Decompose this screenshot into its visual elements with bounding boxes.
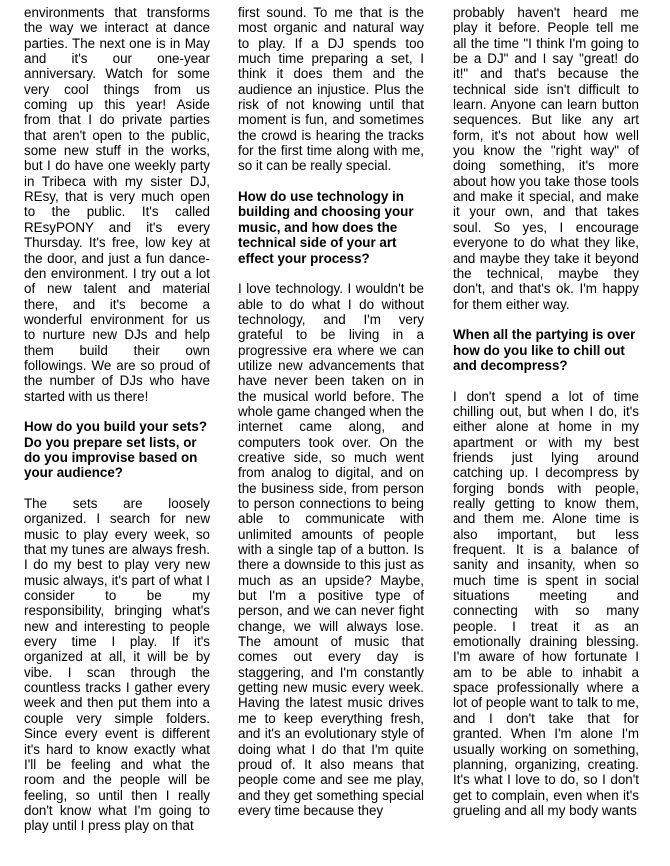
body-paragraph: The sets are loosely organized. I search for new music to play every week, so that my tunes are always fresh. I do my best to play very new music always, it's part of what I consider to be my responsibility, bringing what's new and interesting to people every time I play. If it's organized at all, it will be by vibe. I scan through the countless tracks I gather every week and then put them into a couple very simple folders. Since every event is different it's hard to know exactly what I'll be feeling and what the room and the people will be feeling, so until then I really don't know what I'm going to play until I press play on that [24,496,210,834]
body-paragraph: probably haven't heard me play it before. People tell me all the time "I think I'm going to be a DJ" and I say "great! do it!" and that's because the technical side isn't difficult to learn. Anyone can learn button sequences. But like any art form, it's not about how well you know the "right way" of doing something, it's more about how you take those tools and make it special, and make it your own, and that takes soul. So yes, I encourage everyone to do what they like, and maybe they take it beyond the technical, maybe they don't, and that's ok. I'm happy for them either way. [453,5,639,312]
body-paragraph: first sound. To me that is the most organic and natural way to play. If a DJ spends too much time preparing a set, I think it does them and the audience an injustice. Plus the risk of not knowing until that moment is fun, and sometimes the crowd is hearing the tracks for the first time along with me, so it can be really special. [238,5,424,174]
body-paragraph: environments that transforms the way we interact at dance parties. The next one is in May and it's our one-year anniversary. Watch for some very cool things from us coming up this year! Aside from that I do private parties that aren't open to the public, some new stuff in the works, but I do have one weekly party in Tribeca with my sister DJ, REsy, that is very much open to the public. It's called REsyPONY and it's every Thursday. It's free, low key at the door, and just a fun dance-den environment. I try out a lot of new talent and material there, and it's become a wonderful environment for us to nurture new DJs and help them build their own followings. We are so proud of the number of DJs who have started with us there! [24,5,210,404]
body-paragraph: I don't spend a lot of time chilling out, but when I do, it's either alone at home in my apartment or with my best friends just lying around catching up. I decompress by forging bonds with people, really getting to know them, and them me. Alone time is also important, but less frequent. It is a balance of sanity and insanity, when so much time is spent in social situations meeting and connecting with so many people. I treat it as an emotionally draining blessing. I'm aware of how fortunate I am to be able to inhabit a space professionally where a lot of people want to talk to me, and I don't take that for granted. When I'm alone I'm usually working on something, planning, organizing, creating. It's what I love to do, so I don't get to complain, even when it's grueling and all my body wants [453,388,639,818]
text-column-2 [238,5,424,818]
body-paragraph: I love technology. I wouldn't be able to do what I do without technology, and I'm very grateful to be living in a progressive era where we can utilize new advancements that have never been taken on in the musical world before. The whole game changed when the internet came along, and computers took over. On the creative side, so much went from analog to digital, and on the business side, from person to person connections to being able to communicate with unlimited amounts of people with a single tap of a button. Is there a downside to this just as much as an upside? Maybe, but I'm a positive type of person, and we can never fight change, we will always lose. The amount of music that comes out every day is staggering, and I'm constantly getting new music every week. Having the latest music drives me to keep everything fresh, and it's an evolutionary style of doing what I do that I'm quite proud of. It also means that people come and see me play, and they get something special every time because they [238,281,424,818]
text-column-3 [453,5,639,818]
question-heading: When all the partying is over how do you like to chill out and decompress? [453,327,636,373]
text-column-1 [24,5,210,834]
question-heading: How do you build your sets? Do you prepare set lists, or do you improvise based on your audience? [24,419,208,481]
question-heading: How do use technology in building and choosing your music, and how does the technical side of your art effect your process? [238,189,414,266]
